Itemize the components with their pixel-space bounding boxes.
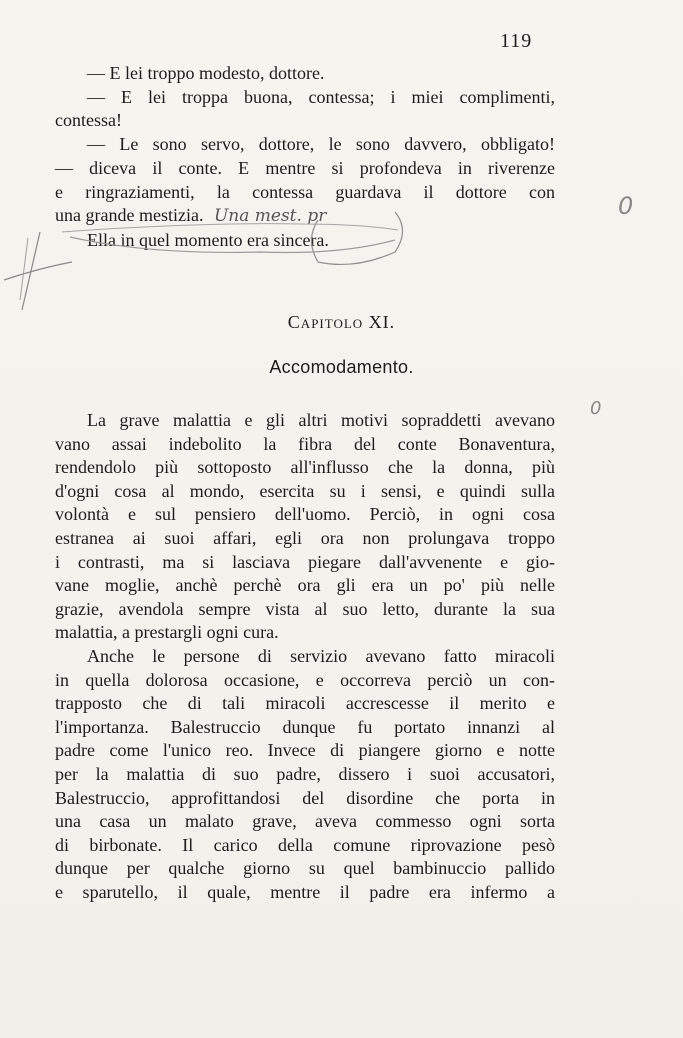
text-line-struck: Ella in quel momento era sincera. [87,229,329,250]
text-line: trapposto che di tali miracoli accrescesse il merito e [55,693,555,714]
text-line: e sparutello, il quale, mentre il padre era infermo a [55,881,555,902]
text-line: per la malattia di suo padre, dissero i suoi accusatori, [55,763,555,784]
chapter-number: XI. [368,312,396,332]
chapter-heading: Accomodamento. [269,357,414,377]
dialogue-block [55,62,555,253]
margin-mark: 0 [618,192,634,220]
body-text [55,409,555,904]
text-line: — E lei troppa buona, contessa; i miei complimenti, [87,86,555,107]
text-line: volontà e sul pensiero dell'uomo. Perciò, in ogni cosa [55,504,555,525]
text-line: i contrasti, ma si lasciava piegare dall'avvenente e gio- [55,551,555,572]
text-line: d'ogni cosa al mondo, esercita su i sensi, e quindi sulla [55,480,555,501]
text-line: dunque per qualche giorno su quel bambinuccio pallido [55,858,555,879]
text-line: La grave malattia e gli altri motivi sopraddetti avevano [87,410,555,430]
text-line: rendendolo più sottoposto all'influsso che la donna, più [55,457,555,478]
text-line-content: una grande mestizia. [55,205,204,226]
text-line [55,204,555,229]
text-line: Balestruccio, approfittandosi del disordine che porta in [55,787,555,808]
text-line: contessa! [55,110,122,131]
text-line: vano assai indebolito la fibra del conte Bonaventura, [55,433,555,454]
text-line: una casa un malato grave, aveva commesso ogni sorta [55,811,555,832]
text-line: malattia, a prestargli ogni cura. [55,622,279,643]
text-line: di birbonate. Il carico della comune riprovazione pesò [55,834,555,855]
text-line: grazie, avendola sempre vista al suo letto, durante la sua [55,598,555,619]
handwritten-note: Una mest. pr [213,206,327,227]
text-line: estranea ai suoi affari, egli ora non prolungava troppo [55,527,555,548]
margin-mark: 0 [590,398,602,419]
text-line: l'importanza. Balestruccio dunque fu portato innanzi al [55,716,555,737]
chapter-title [0,312,683,333]
text-line: e ringraziamenti, la contessa guardava il dottore con [55,181,555,202]
text-line: padre come l'unico reo. Invece di piangere giorno e notte [55,740,555,761]
chapter-prefix: Capitolo [287,312,364,332]
text-line: in quella dolorosa occasione, e occorreva perciò un con- [55,669,555,690]
text-line: — E lei troppo modesto, dottore. [87,63,325,83]
text-line: — Le sono servo, dottore, le sono davvero, obbligato! [87,134,555,155]
text-line: Anche le persone di servizio avevano fatto miracoli [87,645,555,666]
text-line: — diceva il conte. E mentre si profondeva in riverenze [55,157,555,178]
text-line: vane moglie, anchè perchè ora gli era un po' più nelle [55,575,555,596]
page-number: 119 [500,30,533,52]
